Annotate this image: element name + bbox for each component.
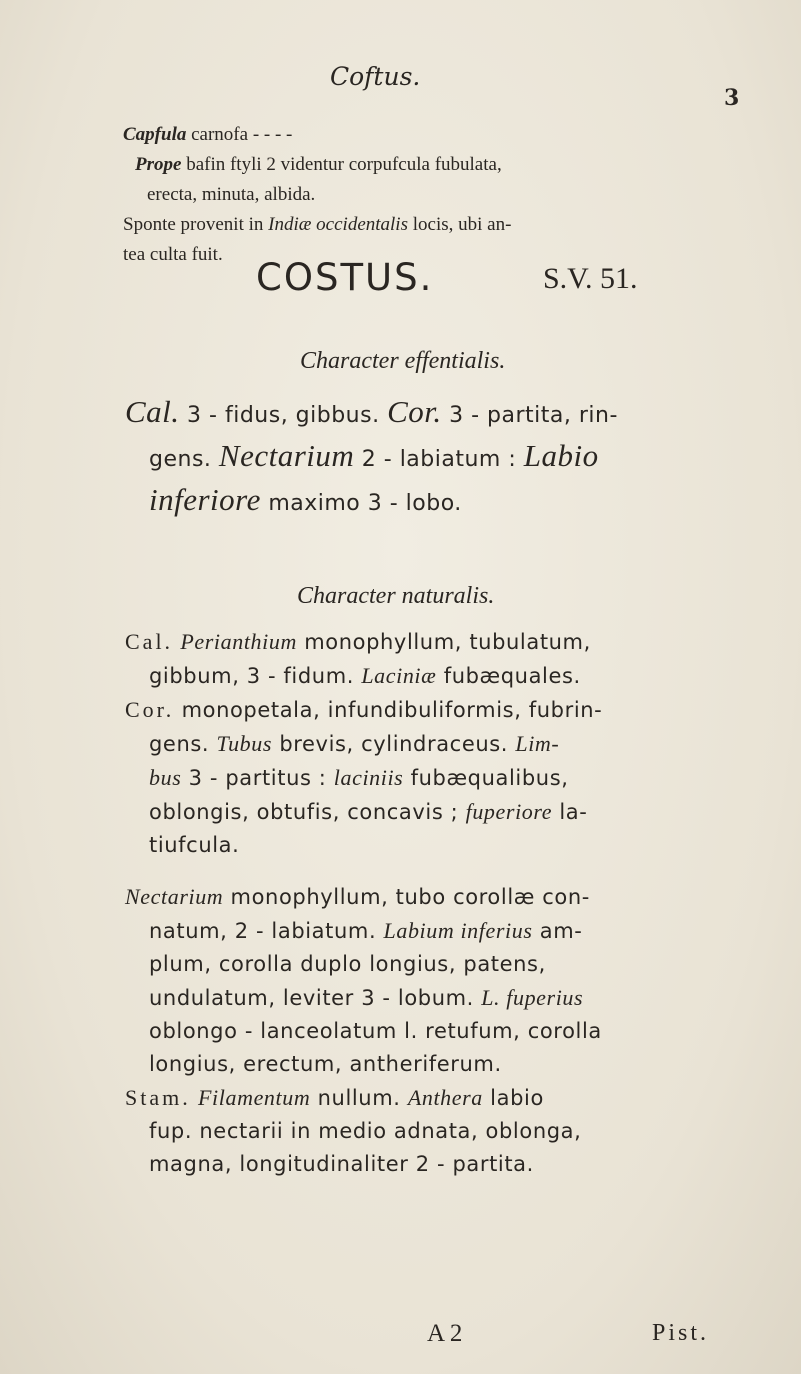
cal-l2-a: gibbum, 3 - fidum.: [149, 664, 362, 688]
stam-l1-a: nullum.: [310, 1086, 408, 1110]
nec-l2-b: am-: [532, 919, 583, 943]
previous-entry-text: [123, 120, 763, 270]
filamentum: Filamentum: [198, 1085, 311, 1110]
stam-l3: magna, longitudinaliter 2 - partita.: [149, 1152, 534, 1176]
cor-l4: oblongis, obtufis, concavis ;: [149, 800, 466, 824]
ess-l2-b: 2 - labiatum :: [354, 447, 524, 472]
ess-cor-label: Cor.: [387, 394, 442, 429]
cor-l3-a: 3 - partitus :: [181, 766, 334, 790]
nec-l4-a: undulatum, leviter 3 - lobum.: [149, 986, 482, 1010]
running-head-title: Coftus.: [330, 62, 421, 91]
ess-l1-a: 3 - fidus, gibbus.: [179, 403, 388, 428]
cor-l3-b: fubæqualibus,: [403, 766, 569, 790]
sponte-line-2: tea culta fuit.: [123, 244, 223, 265]
cal-l2-b: fubæquales.: [436, 664, 581, 688]
limbus-b: bus: [149, 765, 182, 790]
page-number: 3: [724, 85, 740, 111]
cal-l1: monophyllum, tubulatum,: [296, 630, 591, 654]
cal-label: Cal.: [125, 629, 174, 654]
cor-l4-b: la-: [552, 800, 588, 824]
capsula-text: carnofa - - - -: [191, 124, 293, 145]
superiore: fuperiore: [465, 799, 553, 824]
ess-l1-b: 3 - partita, rin-: [441, 403, 618, 428]
nec-l1: monophyllum, tubo corollæ con-: [223, 885, 590, 909]
nec-l2-a: natum, 2 - labiatum.: [149, 919, 384, 943]
tubus: Tubus: [216, 731, 273, 756]
nec-l3: plum, corolla duplo longius, patens,: [149, 952, 546, 976]
nec-l6: longius, erectum, antheriferum.: [149, 1052, 502, 1076]
cor-l1: monopetala, infundibuliformis, fubrin-: [174, 698, 603, 722]
cor-label: Cor.: [125, 697, 175, 722]
limbus-a: Lim-: [515, 731, 560, 756]
ess-inferiore: inferiore: [149, 482, 261, 517]
ess-l3-b: maximo 3 - lobo.: [260, 491, 462, 516]
sponte-text-b: locis, ubi an-: [407, 214, 512, 235]
genus-title: COSTUS.: [256, 256, 434, 299]
prope-text: bafin ftyli 2 videntur corpufcula fubulata,: [186, 154, 502, 175]
nec-l5: oblongo - lanceolatum l. retufum, corolla: [149, 1019, 602, 1043]
labium-inferius: Labium inferius: [383, 918, 533, 943]
genus-reference: S.V. 51.: [543, 262, 638, 295]
cor-l2-a: gens.: [149, 732, 217, 756]
cor-l2-b: brevis, cylindraceus.: [272, 732, 516, 756]
anthera: Anthera: [407, 1085, 483, 1110]
perianthium: Perianthium: [180, 629, 297, 654]
laciniis: laciniis: [333, 765, 404, 790]
natural-character-heading: Character naturalis.: [297, 583, 495, 609]
sponte-text-a: Sponte provenit in: [123, 214, 269, 235]
signature-mark: A 2: [427, 1320, 463, 1347]
l-superius: L. fuperius: [481, 985, 584, 1010]
essential-character-text: [125, 392, 775, 524]
essential-character-heading: Character effentialis.: [300, 348, 506, 374]
ess-nectarium: Nectarium: [218, 438, 355, 473]
capsula-term: Capfula: [123, 124, 187, 145]
laciniae: Laciniæ: [361, 663, 437, 688]
cor-l5: tiufcula.: [149, 833, 240, 857]
stam-l1-b: labio: [482, 1086, 544, 1110]
ess-l2-a: gens.: [149, 447, 219, 472]
prope-line-2: erecta, minuta, albida.: [147, 184, 316, 205]
prope-term: Prope: [135, 154, 182, 175]
catchword: Pist.: [652, 1320, 710, 1346]
ess-cal-label: Cal.: [125, 394, 180, 429]
stam-l2: fup. nectarii in medio adnata, oblonga,: [149, 1119, 582, 1143]
stam-label: Stam.: [125, 1085, 191, 1110]
nectarium-label: Nectarium: [125, 884, 224, 909]
ess-labio: Labio: [523, 438, 599, 473]
sponte-italic: Indiæ occidentalis: [268, 214, 408, 235]
natural-character-text: [125, 625, 785, 1181]
